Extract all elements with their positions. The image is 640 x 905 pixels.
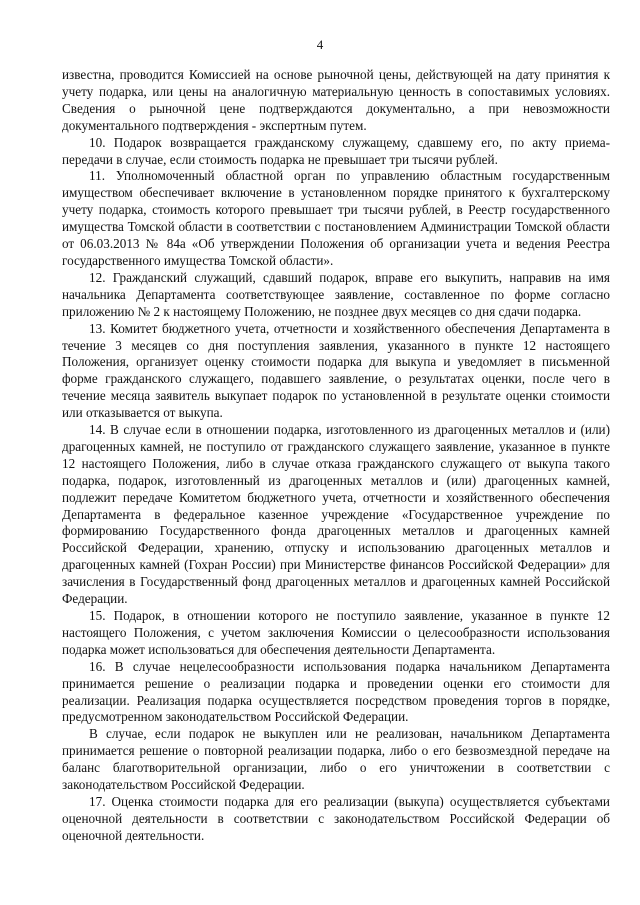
paragraph-15: 15. Подарок, в отношении которого не поступило заявление, указанное в пункте 12 настоящего Положения, с учетом заключения Комиссии о целесообразности использования подарка может использоваться для обеспечения деятельности Департамента.	[62, 608, 610, 657]
paragraph-10: 10. Подарок возвращается гражданскому служащему, сдавшему его, по акту приема-передачи в случае, если стоимость подарка не превышает три тысячи рублей.	[62, 134, 610, 167]
paragraph-16: 16. В случае нецелесообразности использования подарка начальником Департамента принимается решение о реализации подарка и проведении оценки его стоимости для реализации. Реализация подарка осуществляется посредством проведения торгов в порядке, предусмотренном законодательством Российской Федерации.	[62, 658, 610, 725]
paragraph-17: 17. Оценка стоимости подарка для его реализации (выкупа) осуществляется субъектами оценочной деятельности в соответствии с законодательством Российской Федерации об оценочной деятельности.	[62, 793, 610, 843]
paragraph-continuation: известна, проводится Комиссией на основе рыночной цены, действующей на дату принятия к учету подарка, или цены на аналогичную материальную ценность в сопоставимых условиях. Сведения о рыночной цене подтверждаются документально, а при невозможности документального подтверждения - экспертным путем.	[62, 67, 610, 133]
paragraph-11: 11. Уполномоченный областной орган по управлению областным государственным имуществом обеспечивает включение в установленном порядке принятого к бухгалтерскому учету подарка, стоимость которого превышает три тысячи рублей, в Реестр государственного имущества Томской области в соответствии с постановлением Администрации Томской области от 06.03.2013 № 84а «Об утверждении Положения об организации учета и ведения Реестра государственного имущества Томской области».	[62, 168, 610, 268]
paragraph-13: 13. Комитет бюджетного учета, отчетности и хозяйственного обеспечения Департамента в течение 3 месяцев со дня поступления заявления, указанного в пункте 12 настоящего Положения, организует оценку стоимости подарка для выкупа и уведомляет в письменной форме гражданского служащего, подавшего заявление, о результатах оценки, после чего в течение месяца заявитель выкупает подарок по установленной в результате оценки стоимости или отказывается от выкупа.	[62, 320, 610, 421]
paragraph-16-continued: В случае, если подарок не выкуплен или не реализован, начальником Департамента принимается решение о повторной реализации подарка, либо о его безвозмездной передаче на баланс благотворительной организации, либо о его уничтожении в соответствии с законодательством Российской Федерации.	[62, 726, 610, 793]
paragraph-12: 12. Гражданский служащий, сдавший подарок, вправе его выкупить, направив на имя начальника Департамента соответствующее заявление, составленное по форме согласно приложению № 2 к настоящему Положению, не позднее двух месяцев со дня сдачи подарка.	[62, 269, 610, 319]
document-body	[62, 67, 610, 845]
page-number: 4	[316, 37, 324, 52]
paragraph-14: 14. В случае если в отношении подарка, изготовленного из драгоценных металлов и (или) драгоценных камней, не поступило от гражданского служащего заявление, указанное в пункте 12 настоящего Положения, либо в случае отказа гражданского служащего от выкупа такого подарка, подарок, изготовленный из драгоценных металлов и (или) драгоценных камней, подлежит передаче Комитетом бюджетного учета, отчетности и хозяйственного обеспечения Департамента в федеральное казенное учреждение «Государственное учреждение по формированию Государственного фонда драгоценных металлов и драгоценных камней Российской Федерации, хранению, отпуску и использованию драгоценных металлов и драгоценных камней (Гохран России) при Министерстве финансов Российской Федерации» для зачисления в Государственный фонд драгоценных металлов и драгоценных камней Российской Федерации.	[62, 422, 610, 607]
